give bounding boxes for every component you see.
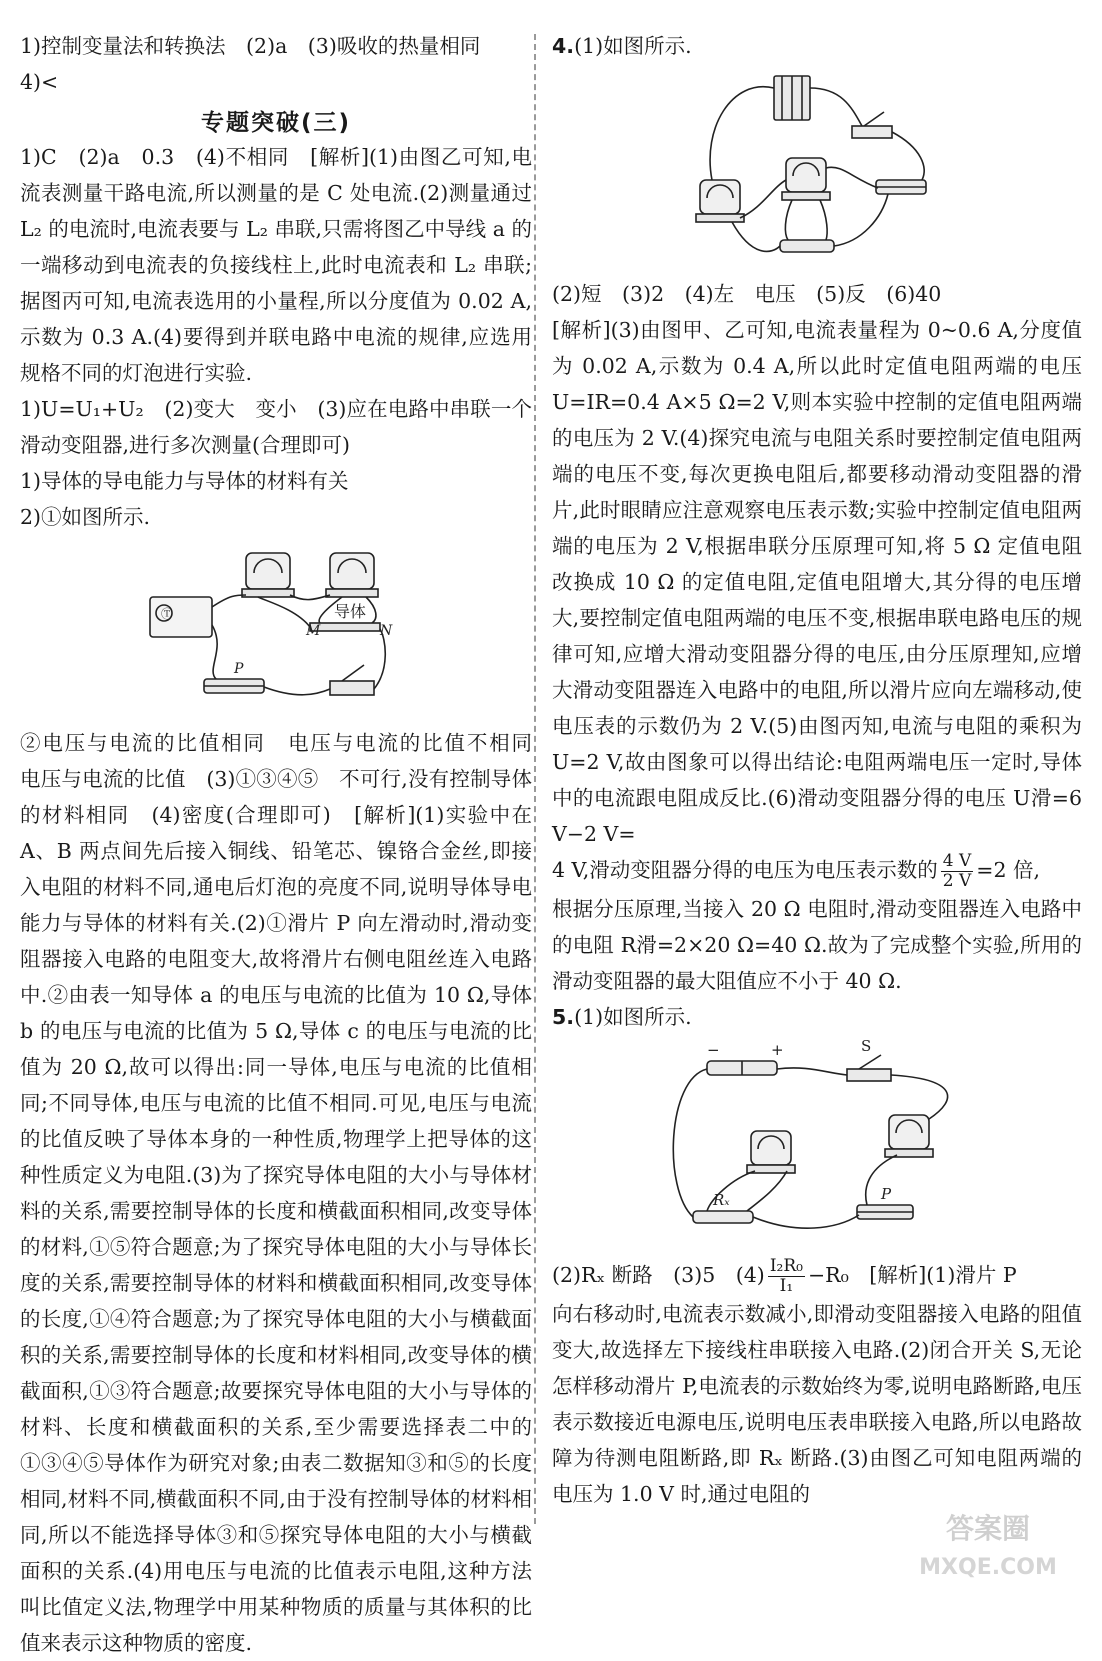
circuit-figure-q4 xyxy=(692,68,942,268)
q4-frac-denominator: 2 V xyxy=(942,871,972,891)
q4-analysis-2b: =2 倍, xyxy=(976,858,1041,882)
terminal-m-label: M xyxy=(306,623,321,639)
watermark-line-1: 答案圈 xyxy=(945,1512,1031,1545)
q4-analysis-2a: 4 V,滑动变阻器分得的电压为电压表示数的 xyxy=(552,858,938,882)
answer-3-analysis: ②电压与电流的比值相同 电压与电流的比值不相同 电压与电流的比值 (3)①③④⑤ 不可行,没有控制导体的材料相同 (4)密度(合理即可) [解析](1)实验中在 A、B 两点间先后接入铜线、铅笔芯、镍铬合金丝,即接入电阻的材料不同,通电后灯泡的亮度不同,说明导体导电能力与导体的材料有关.(2)①滑片 P 向左滑动时,滑动变阻器接入电路的电阻变大,故将滑片右侧电阻丝连入电路中.②由表一知导体 a 的电压与电流的比值为 10 Ω,导体 b 的电压与电流的比值为 5 Ω,导体 c 的电压与电流的比值为 20 Ω,故可以得出:同一导体,电压与电流的比值相同;不同导体,电压与电流的比值不相同.可见,电压与电流的比值反映了导体本身的一种性质,物理学上把导体的这种性质定义为电阻.(3)为了探究导体电阻的大小与导体材料的关系,需要控制导体的长度和横截面积相同,改变导体的材料,①⑤符合题意;为了探究导体电阻的大小与导体长度的关系,需要控制导体的材料和横截面积相同,改变导体的长度,①④符合题意;为了探究导体电阻的大小与横截面积的关系,需要控制导体的长度和材料相同,改变导体的横截面积,①③符合题意;故要探究导体电阻的大小与导体的材料、长度和横截面积的关系,至少需要选择表二中的①③④⑤导体作为研究对象;由表二数据知③和⑤的长度相同,材料不同,横截面积不同,由于没有控制导体的材料相同,所以不能选择导体③和⑤探究导体电阻的大小与横截面积的关系.(4)用电压与电流的比值表示电阻,这种方法叫比值定义法,物理学中用某种物质的质量与其体积的比值来表示这种物质的密度. xyxy=(20,731,553,1655)
q5-frac-denominator: I₁ xyxy=(779,1276,794,1296)
circuit-figure-q5 xyxy=(667,1039,967,1249)
q5-answers-a: (2)Rₓ 断路 (3)5 (4) xyxy=(552,1263,765,1287)
q4-analysis-1: [解析](3)由图甲、乙可知,电流表量程为 0~0.6 A,分度值为 0.02 A,示数为 0.4 A,所以此时定值电阻两端的电压 U=IR=0.4 A×5 Ω=2 V,则本实验中控制的定值电阻两端的电压为 2 V.(4)探究电流与电阻关系时要控制定值电阻两端的电压不变,每次更换电阻后,都要移动滑动变阻器的滑片,此时眼睛应注意观察电压表示数;实验中控制定值电阻两端的电压为 2 V,根据串联分压原理可知,将 5 Ω 定值电阻改换成 10 Ω 的定值电阻,定值电阻增大,其分得的电压增大,要控制定值电阻两端的电压不变,根据串联电路电压的规律可知,应增大滑动变阻器分得的电压,由分压原理知,应增大滑动变阻器连入电路中的电阻,所以滑片应向左端移动,使电压表的示数仍为 2 V.(5)由图丙知,电流与电阻的乘积为 U=2 V,故由图象可以得出结论:电阻两端电压一定时,导体中的电流跟电阻成反比.(6)滑动变阻器分得的电压 U滑=6 V−2 V= xyxy=(552,318,1082,846)
switch-s-label: S xyxy=(861,1039,872,1055)
right-column xyxy=(552,28,1082,1512)
q4-intro-line xyxy=(552,28,1082,64)
q5-answers xyxy=(552,1257,1082,1296)
svg-text:Ⓣ: Ⓣ xyxy=(161,607,174,621)
q5-intro: (1)如图所示. xyxy=(574,1005,692,1029)
q4-answers: (2)短 (3)2 (4)左 电压 (5)反 (6)40 xyxy=(552,282,942,306)
q5-answers-b: −R₀ [解析](1)滑片 P xyxy=(807,1263,1017,1287)
resistor-rx-label: Rₓ xyxy=(713,1191,730,1209)
slider-p-label-q5: P xyxy=(881,1185,892,1203)
conductor-label: 导体 xyxy=(334,602,367,621)
q5-analysis: 向右移动时,电流表示数减小,即滑动变阻器接入电路的阻值变大,故选择左下接线柱串联接入电路.(2)闭合开关 S,无论怎样移动滑片 P,电流表的示数始终为零,说明电路断路,电压表示数接近电源电压,说明电压表串联接入电路,所以电路故障为待测电阻断路,即 Rₓ 断路.(3)由图乙可知电阻两端的电压为 1.0 V 时,通过电阻的 xyxy=(552,1302,1082,1506)
watermark-line-2: MXQE.COM xyxy=(919,1555,1057,1580)
q4-fraction xyxy=(941,852,974,891)
q5-intro-line xyxy=(552,999,1082,1035)
slider-p-label: P xyxy=(234,661,244,677)
q4-frac-numerator: 4 V xyxy=(942,851,972,871)
answer-3a: 1)导体的导电能力与导体的材料有关 xyxy=(20,469,349,493)
answer-1: 1)C (2)a 0.3 (4)不相同 [解析](1)由图乙可知,电流表测量干路电流,所以测量的是 C 处电流.(2)测量通过 L₂ 的电流时,电流表要与 L₂ 串联,只需将图乙中导线 a 的一端移动到电流表的负接线柱上,此时电流表和 L₂ 串联;据图丙可知,电流表选用的小量程,所以分度值为 0.02 A,示数为 0.3 A.(4)要得到并联电路中电流的规律,应选用规格不同的灯泡进行实验. xyxy=(20,145,532,385)
answer-2: 1)U=U₁+U₂ (2)变大 变小 (3)应在电路中串联一个滑动变阻器,进行多次测量(合理即可) xyxy=(20,397,532,457)
battery-minus-label: − xyxy=(707,1041,720,1059)
circuit-figure-conductor xyxy=(146,539,406,717)
watermark-logo xyxy=(888,1504,1088,1590)
q4-number: 4. xyxy=(552,34,575,58)
column-divider xyxy=(534,34,536,1524)
q5-number: 5. xyxy=(552,1005,575,1029)
q4-analysis-2 xyxy=(552,852,1082,891)
answer-line-1: 1)控制变量法和转换法 (2)a (3)吸收的热量相同 xyxy=(20,34,481,58)
q4-intro: (1)如图所示. xyxy=(574,34,692,58)
terminal-n-label: N xyxy=(380,623,393,639)
left-column xyxy=(20,28,553,1661)
q5-frac-numerator: I₂R₀ xyxy=(769,1256,803,1276)
battery-plus-label: + xyxy=(771,1041,784,1059)
answer-3b: 2)①如图所示. xyxy=(20,505,151,529)
section-heading: 专题突破(三) xyxy=(200,110,352,136)
q5-fraction xyxy=(768,1257,805,1296)
q4-analysis-3: 根据分压原理,当接入 20 Ω 电阻时,滑动变阻器连入电路中的电阻 R滑=2×20 Ω=40 Ω.故为了完成整个实验,所用的滑动变阻器的最大阻值应不小于 40 Ω. xyxy=(552,897,1082,993)
answer-line-2: 4)< xyxy=(20,70,59,94)
